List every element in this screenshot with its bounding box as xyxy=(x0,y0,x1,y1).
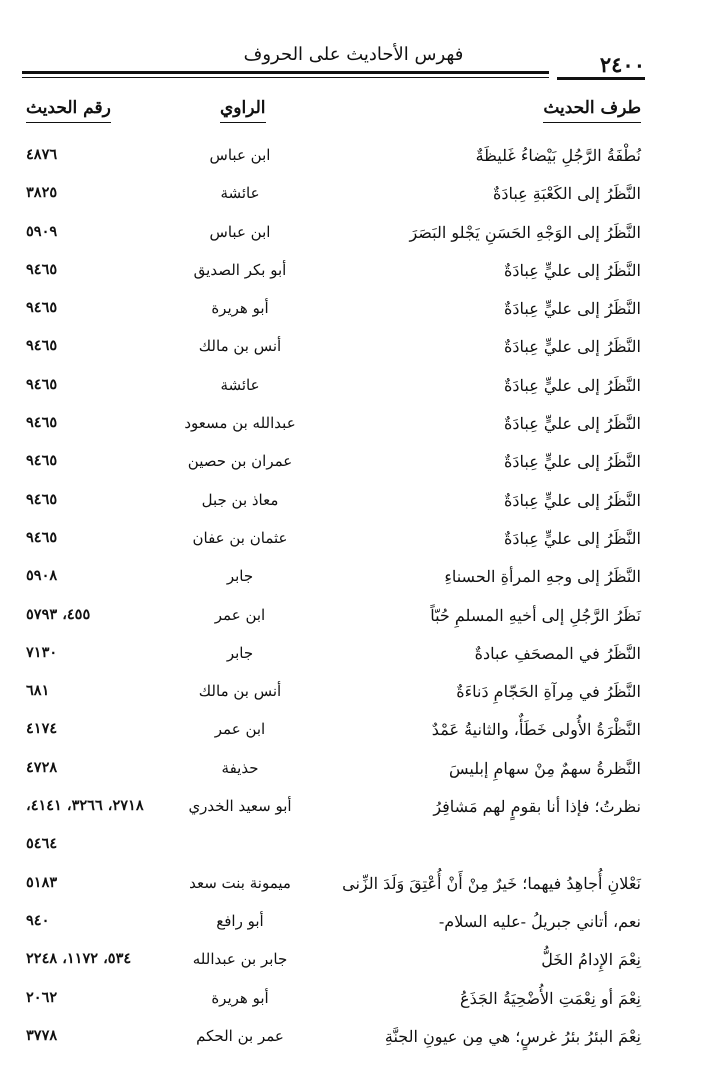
narrator-name: أنس بن مالك xyxy=(198,337,282,356)
hadith-number-text: ٥٤٦٤ xyxy=(26,835,58,853)
narrator-name: أبو سعيد الخدري xyxy=(188,797,292,816)
hadith-number-text: ٧١٣٠ xyxy=(26,643,58,661)
hadith-text: النَّظَرُ إلى عليٍّ عِبادَةٌ xyxy=(504,260,641,280)
narrator-name: ابن عمر xyxy=(214,720,266,739)
page-header xyxy=(22,40,645,84)
hadith-number xyxy=(26,759,57,776)
table-row xyxy=(0,714,703,752)
table-row xyxy=(0,868,703,906)
hadith-number xyxy=(26,184,57,201)
table-row xyxy=(0,331,703,369)
hadith-text: النَّظَرُ إلى عليٍّ عِبادَةٌ xyxy=(504,490,641,510)
hadith-number-text: ٢٠٦٢ xyxy=(26,988,58,1006)
hadith-text: النَّظَرُ إلى عليٍّ عِبادَةٌ xyxy=(504,299,641,319)
hadith-number-text: ٩٤٠ xyxy=(26,911,50,929)
table-row xyxy=(0,600,703,638)
index-table xyxy=(0,140,703,1059)
hadith-text: النَّظَرُ إلى عليٍّ عِبادَةٌ xyxy=(504,337,641,357)
hadith-number xyxy=(26,491,57,508)
narrator-name: أبو هريرة xyxy=(211,299,269,318)
hadith-text: النَّظَرُ في مِرآةِ الحَجّامِ دَناءَةٌ xyxy=(456,682,641,702)
hadith-number xyxy=(26,376,57,393)
hadith-text: النَّظَرُ إلى الكَعْبَةِ عِبادَةٌ xyxy=(492,184,641,204)
hadith-number-text: ٤٧٢٨ xyxy=(26,758,58,776)
column-header-number: رقم الحديث xyxy=(26,98,111,123)
hadith-text: نَظَرُ الرَّجُلِ إلى أخيهِ المسلمِ حُبّاً xyxy=(430,605,641,625)
hadith-text: النَّظَرُ إلى عليٍّ عِبادَةٌ xyxy=(504,375,641,395)
narrator-name: جابر xyxy=(226,643,254,662)
hadith-number xyxy=(26,1027,57,1044)
table-row xyxy=(0,523,703,561)
hadith-number-text: ٣٨٢٥ xyxy=(26,184,58,202)
hadith-text: نُطْفَةُ الرَّجُلِ بَيْضاءُ غَليظَةٌ xyxy=(475,146,641,165)
narrator-name: جابر xyxy=(226,567,254,586)
hadith-text: نِعْمَ البئرُ بئرُ غرسٍ؛ هي مِن عيونِ الجنَّةِ xyxy=(384,1026,641,1046)
table-row xyxy=(0,791,703,829)
hadith-number xyxy=(26,146,57,163)
header-rule-thick xyxy=(22,71,549,74)
hadith-number-text: ٩٤٦٥ xyxy=(26,337,58,355)
hadith-number-text: ٩٤٦٥ xyxy=(26,528,58,546)
hadith-text: النَّظَرُ إلى وجهِ المرأةِ الحسناءِ xyxy=(444,567,641,587)
hadith-text: النَّظرةُ سهمٌ مِنْ سهامِ إبليسَ xyxy=(449,758,641,778)
hadith-number xyxy=(26,529,57,546)
header-rule-right xyxy=(557,77,645,80)
narrator-name: أبو رافع xyxy=(216,911,264,930)
narrator-name: عائشة xyxy=(220,184,260,203)
hadith-number-text: ٤١٧٤ xyxy=(26,720,58,738)
table-row xyxy=(0,485,703,523)
narrator-name: عثمان بن عفان xyxy=(192,528,288,547)
hadith-text: النَّظَرُ إلى عليٍّ عِبادَةٌ xyxy=(504,414,641,434)
hadith-text: نِعْمَ الإِدامُ الخَلُّ xyxy=(541,950,641,970)
narrator-name: أبو هريرة xyxy=(211,988,269,1007)
narrator-name: أبو بكر الصديق xyxy=(193,260,287,279)
hadith-number-text: ٩٤٦٥ xyxy=(26,260,58,278)
column-header-narrator: الراوي xyxy=(220,98,266,123)
hadith-number xyxy=(26,682,49,699)
hadith-number-text: ٩٤٦٥ xyxy=(26,452,58,470)
hadith-number xyxy=(26,606,90,623)
table-row xyxy=(0,1021,703,1059)
table-row xyxy=(0,829,703,867)
table-row xyxy=(0,944,703,982)
hadith-number-text: ٦٨١ xyxy=(26,682,50,700)
table-row xyxy=(0,638,703,676)
hadith-number xyxy=(26,567,57,584)
hadith-number-text: ٣٧٧٨ xyxy=(26,1026,58,1044)
narrator-name: عمران بن حصين xyxy=(187,452,293,471)
hadith-number xyxy=(26,989,57,1006)
hadith-number xyxy=(26,874,57,891)
hadith-number xyxy=(26,720,57,737)
hadith-number xyxy=(26,950,131,967)
table-row xyxy=(0,561,703,599)
narrator-name: ابن عباس xyxy=(209,146,271,164)
narrator-name: ابن عمر xyxy=(214,605,266,624)
hadith-number-text: ٩٤٦٥ xyxy=(26,490,58,508)
hadith-number-text: ٢٧١٨، ٣٢٦٦، ٤١٤١، xyxy=(26,797,144,815)
table-row xyxy=(0,178,703,216)
hadith-number xyxy=(26,414,57,431)
hadith-text: نعم، أتاني جبريلُ -عليه السلام- xyxy=(438,911,641,931)
hadith-number-text: ٤٥٥، ٥٧٩٣ xyxy=(26,605,91,623)
hadith-number xyxy=(26,644,57,661)
narrator-name: عبدالله بن مسعود xyxy=(184,414,296,433)
hadith-number xyxy=(26,797,144,814)
narrator-name: عمر بن الحكم xyxy=(196,1026,284,1045)
hadith-number-text: ٥١٨٣ xyxy=(26,873,58,891)
narrator-name: ابن عباس xyxy=(209,222,271,241)
hadith-number xyxy=(26,223,57,240)
table-row xyxy=(0,293,703,331)
narrator-name: أنس بن مالك xyxy=(198,682,282,701)
hadith-number xyxy=(26,299,57,316)
table-row xyxy=(0,140,703,178)
narrator-name: حذيفة xyxy=(221,758,259,777)
hadith-number-text: ٩٤٦٥ xyxy=(26,375,58,393)
hadith-number-text: ٩٤٦٥ xyxy=(26,299,58,317)
table-row xyxy=(0,983,703,1021)
hadith-number-text: ٩٤٦٥ xyxy=(26,414,58,432)
hadith-text: النَّظَرُ إلى الوَجْهِ الحَسَنِ يَجْلو البَصَرَ xyxy=(409,222,641,242)
hadith-number xyxy=(26,835,57,852)
narrator-name: معاذ بن جبل xyxy=(201,490,279,509)
table-row xyxy=(0,217,703,255)
table-row xyxy=(0,255,703,293)
table-row xyxy=(0,370,703,408)
hadith-text: نِعْمَ أو نِعْمَتِ الأُضْحِيَةُ الجَذَعُ xyxy=(460,988,641,1008)
table-row xyxy=(0,906,703,944)
hadith-number xyxy=(26,912,49,929)
table-row xyxy=(0,408,703,446)
hadith-text: النَّظَرُ في المصحَفِ عبادةٌ xyxy=(474,643,641,663)
hadith-number xyxy=(26,452,57,469)
hadith-number-text: ٥٣٤، ١١٧٢، ٢٢٤٨ xyxy=(26,950,132,968)
hadith-number xyxy=(26,261,57,278)
hadith-text: النَّظَرُ إلى عليٍّ عِبادَةٌ xyxy=(504,528,641,548)
hadith-text: النَّظَرُ إلى عليٍّ عِبادَةٌ xyxy=(504,452,641,472)
column-header-hadith: طرف الحديث xyxy=(543,98,641,123)
page-title: فهرس الأحاديث على الحروف xyxy=(243,44,464,65)
page-number: ٢٤٠٠ xyxy=(599,52,645,77)
hadith-number-text: ٥٩٠٩ xyxy=(26,222,58,240)
narrator-name: عائشة xyxy=(220,375,260,394)
table-row xyxy=(0,753,703,791)
hadith-text: نظرتُ؛ فإذا أنا بقومٍ لهم مَشافِرُ xyxy=(433,797,641,817)
hadith-number xyxy=(26,337,57,354)
hadith-number-text: ٥٩٠٨ xyxy=(26,567,58,585)
table-row xyxy=(0,676,703,714)
table-row xyxy=(0,446,703,484)
header-rule-thin xyxy=(22,77,549,78)
hadith-text: نَعْلانِ أُجاهِدُ فيهما؛ خَيرٌ مِنْ أَنْ أُعْتِقَ وَلَدَ الزِّنى xyxy=(342,873,641,893)
hadith-text: النَّظْرَةُ الأُولى خَطَأٌ، والثانيةُ عَمْدٌ xyxy=(431,720,641,740)
narrator-name: ميمونة بنت سعد xyxy=(189,873,291,892)
hadith-number-text: ٤٨٧٦ xyxy=(26,146,58,163)
narrator-name: جابر بن عبدالله xyxy=(192,950,288,969)
